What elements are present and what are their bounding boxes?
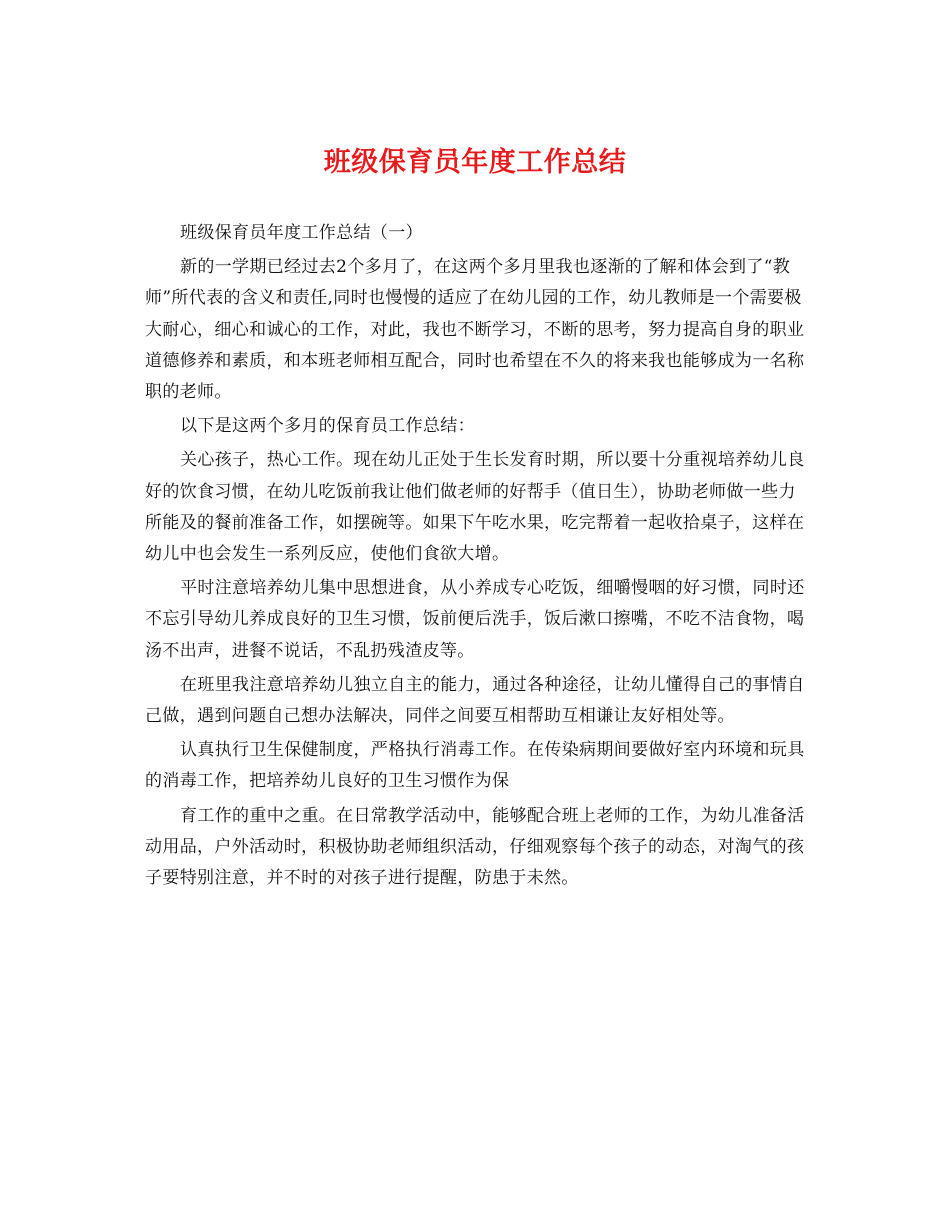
paragraph-subtitle: 班级保育员年度工作总结（一） — [180, 223, 423, 243]
document-body — [145, 218, 810, 897]
paragraph-caring: 关心孩子，热心工作。现在幼儿正处于生长发育时期，所以要十分重视培养幼儿良好的饮食习惯，在幼儿吃饭前我让他们做老师的好帮手（值日生），协助老师做一些力所能及的餐前准备工作，如摆碗等。如果下午吃水果，吃完帮着一起收拾桌子，这样在幼儿中也会发生一系列反应，使他们食欲大增。 — [145, 450, 805, 565]
paragraph-intro: 新的一学期已经过去2个多月了，在这两个多月里我也逐渐的了解和体会到了“教师”所代表的含义和责任,同时也慢慢的适应了在幼儿园的工作，幼儿教师是一个需要极大耐心，细心和诚心的工作，对此，我也不断学习，不断的思考，努力提高自身的职业道德修养和素质，和本班老师相互配合，同时也希望在不久的将来我也能够成为一名称职的老师。 — [145, 257, 805, 403]
document-title: 班级保育员年度工作总结 — [323, 147, 627, 178]
paragraph-hygiene: 认真执行卫生保健制度，严格执行消毒工作。在传染病期间要做好室内环境和玩具的消毒工作，把培养幼儿良好的卫生习惯作为保 — [145, 740, 805, 792]
paragraph-eating-habits: 平时注意培养幼儿集中思想进食，从小养成专心吃饭，细嚼慢咽的好习惯，同时还不忘引导幼儿养成良好的卫生习惯，饭前便后洗手，饭后漱口擦嘴，不吃不洁食物，喝汤不出声，进餐不说话，不乱扔残渣皮等。 — [145, 578, 805, 661]
paragraph-summary-lead: 以下是这两个多月的保育员工作总结： — [180, 416, 475, 437]
paragraph-independence: 在班里我注意培养幼儿独立自主的能力，通过各种途径，让幼儿懂得自己的事情自己做，遇到问题自己想办法解决，同伴之间要互相帮助互相谦让友好相处等。 — [145, 674, 805, 727]
paragraph-daily-work: 育工作的重中之重。在日常教学活动中，能够配合班上老师的工作，为幼儿准备活动用品，户外活动时，积极协助老师组织活动，仔细观察每个孩子的动态，对淘气的孩子要特别注意，并不时的对孩子进行提醒，防患于未然。 — [145, 805, 805, 889]
